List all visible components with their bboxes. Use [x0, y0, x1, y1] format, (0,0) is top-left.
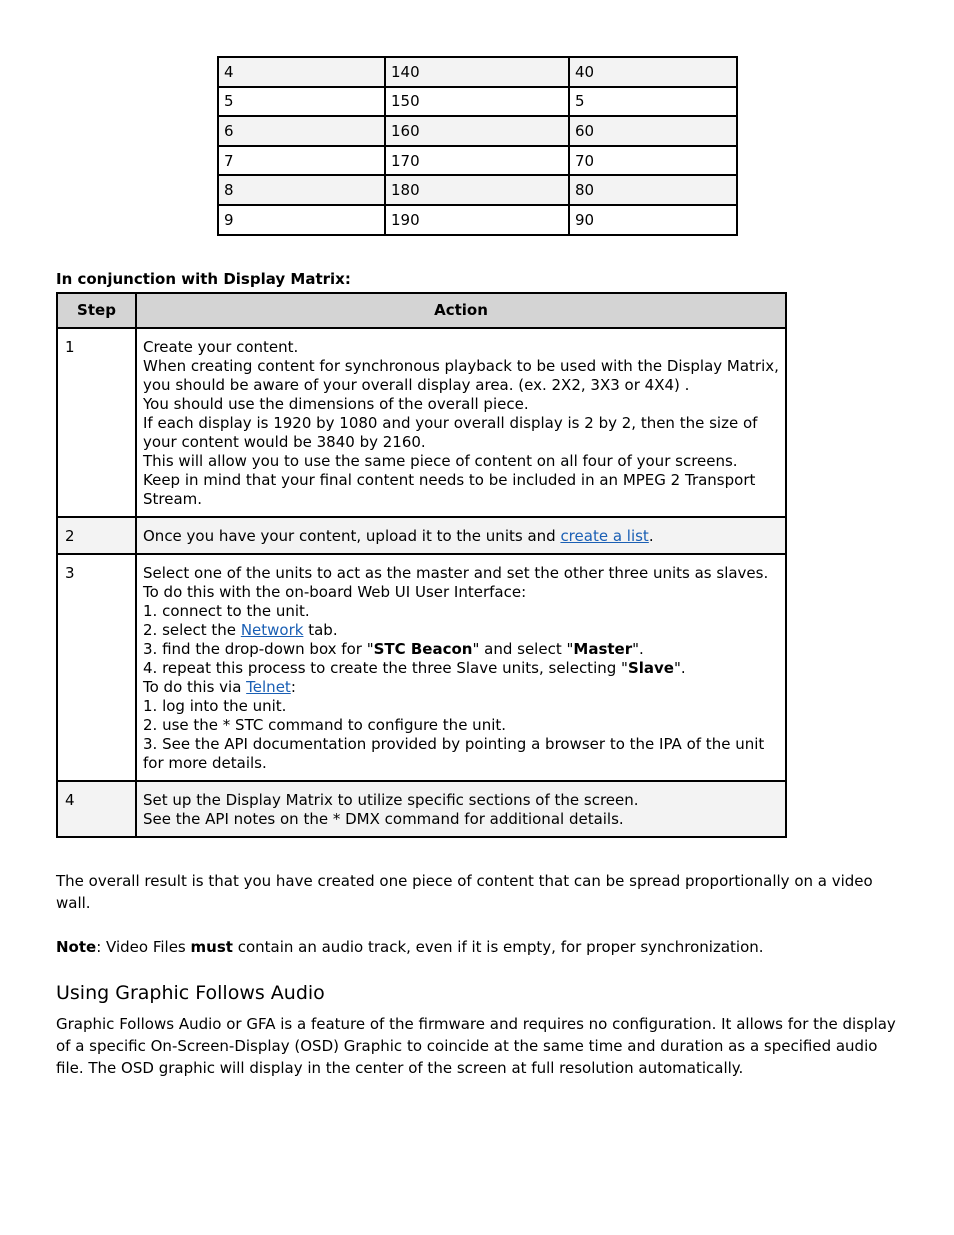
- table-row: [218, 205, 737, 235]
- table-row: [218, 175, 737, 205]
- step-row-2: [57, 517, 786, 554]
- step-number: 3: [57, 554, 136, 781]
- table-header-row: [57, 293, 786, 328]
- display-matrix-heading: In conjunction with Display Matrix:: [56, 270, 351, 288]
- action-line: 1. log into the unit.: [143, 697, 287, 715]
- action-text: tab.: [303, 621, 338, 639]
- create-a-list-link[interactable]: create a list: [560, 527, 649, 545]
- action-text: :: [290, 678, 296, 696]
- must-bold: must: [190, 938, 233, 956]
- table-cell: 60: [569, 116, 737, 146]
- action-text: To do this via: [143, 678, 247, 696]
- values-table: [217, 56, 738, 236]
- master-bold: Master: [573, 640, 633, 658]
- action-text: Once you have your content, upload it to the units and: [143, 527, 561, 545]
- step-column-header: Step: [57, 293, 136, 328]
- step-action: [136, 781, 786, 837]
- action-text: ".: [632, 640, 644, 658]
- note-text: contain an audio track, even if it is empty, for proper synchronization.: [232, 938, 764, 956]
- table-cell: 170: [385, 146, 569, 176]
- table-cell: 70: [569, 146, 737, 176]
- action-line: 1. connect to the unit.: [143, 602, 310, 620]
- action-text: ".: [673, 659, 686, 677]
- table-cell: 8: [218, 175, 385, 205]
- table-cell: 7: [218, 146, 385, 176]
- step-row-3: [57, 554, 786, 781]
- table-cell: 4: [218, 57, 385, 87]
- slave-bold: Slave: [627, 659, 674, 677]
- action-line: If each display is 1920 by 1080 and your overall display is 2 by 2, then the size of your content would be 3840 by 2160.: [143, 414, 758, 451]
- action-text: " and select ": [472, 640, 574, 658]
- step-row-1: [57, 328, 786, 517]
- table-cell: 140: [385, 57, 569, 87]
- action-text: 4. repeat this process to create the three Slave units, selecting ": [143, 659, 628, 677]
- action-line: 2. use the * STC command to configure the unit.: [143, 716, 507, 734]
- action-line: Create your content.: [143, 338, 299, 356]
- action-line: 3. See the API documentation provided by pointing a browser to the IPA of the unit for more details.: [143, 735, 765, 772]
- overall-result-paragraph: The overall result is that you have created one piece of content that can be spread proportionally on a video wall.: [56, 872, 873, 912]
- step-number: 2: [57, 517, 136, 554]
- table-cell: 9: [218, 205, 385, 235]
- action-line: You should use the dimensions of the overall piece.: [143, 395, 529, 413]
- table-cell: 80: [569, 175, 737, 205]
- note-paragraph: [56, 936, 896, 958]
- table-row: [218, 57, 737, 87]
- action-line: When creating content for synchronous playback to be used with the Display Matrix, you should be aware of your overall display area. (ex. 2X2, 3X3 or 4X4) .: [143, 357, 779, 394]
- action-line: Keep in mind that your final content needs to be included in an MPEG 2 Transport Stream.: [143, 471, 756, 508]
- table-cell: 190: [385, 205, 569, 235]
- action-column-header: Action: [136, 293, 786, 328]
- table-row: [218, 116, 737, 146]
- table-row: [218, 87, 737, 117]
- display-matrix-steps-table: [56, 292, 787, 838]
- note-label: Note: [56, 938, 97, 956]
- step-number: 1: [57, 328, 136, 517]
- table-cell: 150: [385, 87, 569, 117]
- gfa-section-title: Using Graphic Follows Audio: [56, 982, 325, 1004]
- step-number: 4: [57, 781, 136, 837]
- action-line: Set up the Display Matrix to utilize specific sections of the screen.: [143, 791, 639, 809]
- gfa-paragraph: Graphic Follows Audio or GFA is a feature of the firmware and requires no configuration. It allows for the display of a specific On-Screen-Display (OSD) Graphic to coincide at the same time and duration as a specified audio file. The OSD graphic will display in the center of the screen at full resolution automatically.: [56, 1015, 896, 1077]
- action-line: This will allow you to use the same piece of content on all four of your screens.: [143, 452, 738, 470]
- step-row-4: [57, 781, 786, 837]
- table-cell: 180: [385, 175, 569, 205]
- table-cell: 5: [569, 87, 737, 117]
- table-cell: 6: [218, 116, 385, 146]
- table-cell: 160: [385, 116, 569, 146]
- step-action: [136, 517, 786, 554]
- telnet-link[interactable]: Telnet: [246, 678, 291, 696]
- action-line: To do this with the on-board Web UI User Interface:: [143, 583, 527, 601]
- table-cell: 5: [218, 87, 385, 117]
- action-text: .: [648, 527, 654, 545]
- action-line: Select one of the units to act as the master and set the other three units as slaves.: [143, 564, 769, 582]
- action-text: 2. select the: [143, 621, 241, 639]
- step-action: [136, 328, 786, 517]
- network-link[interactable]: Network: [240, 621, 304, 639]
- action-line: See the API notes on the * DMX command for additional details.: [143, 810, 624, 828]
- table-cell: 40: [569, 57, 737, 87]
- stc-beacon-bold: STC Beacon: [373, 640, 473, 658]
- action-text: 3. find the drop-down box for ": [143, 640, 374, 658]
- table-row: [218, 146, 737, 176]
- note-text: : Video Files: [96, 938, 191, 956]
- step-action: [136, 554, 786, 781]
- table-cell: 90: [569, 205, 737, 235]
